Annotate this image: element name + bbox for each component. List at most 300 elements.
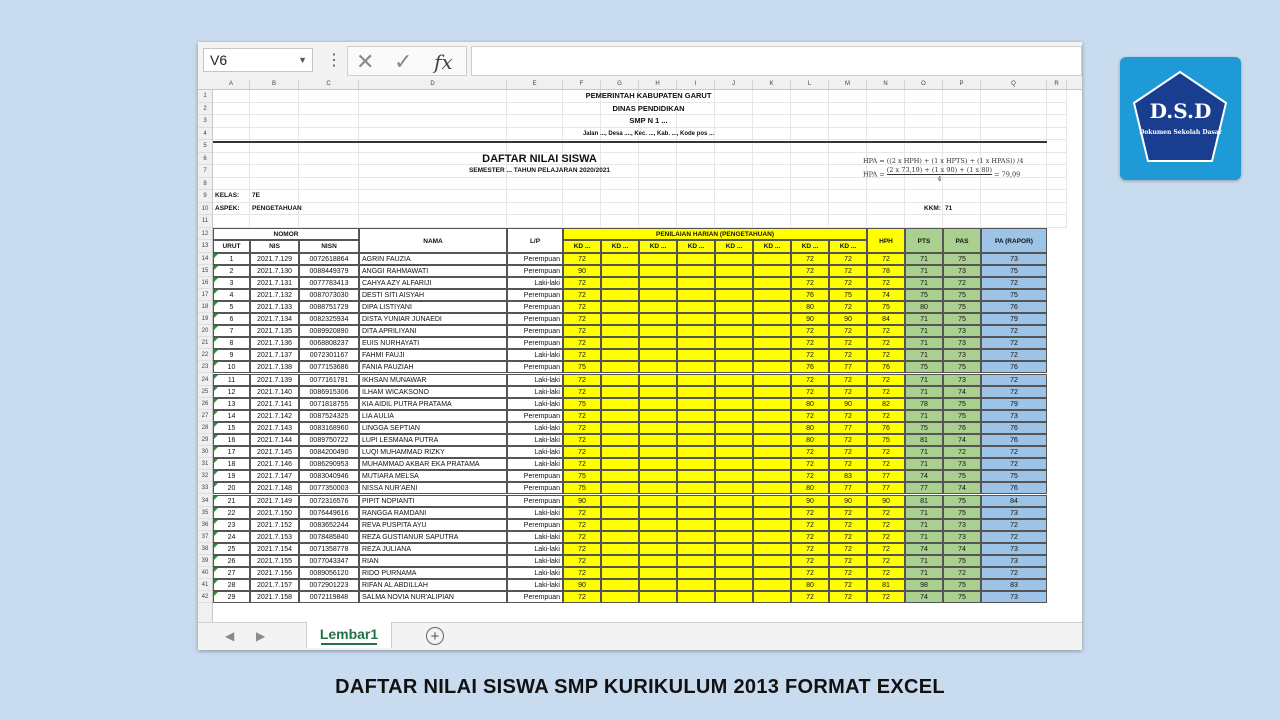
grid-cell[interactable] [563,203,601,216]
td-kd-empty[interactable] [601,374,639,386]
row-header-14[interactable]: 14 [198,253,212,265]
grid-cell[interactable] [601,203,639,216]
kkm-label[interactable]: KKM: [924,204,941,212]
td-kd-1[interactable]: 72 [563,543,601,555]
td-kd-empty[interactable] [639,337,677,349]
td-kd-7[interactable]: 76 [791,361,829,373]
td-hph[interactable]: 78 [867,265,905,277]
td-kd-empty[interactable] [715,470,753,482]
td-pa[interactable]: 72 [981,446,1047,458]
grid-cell[interactable] [905,215,943,228]
td-kd-8[interactable]: 83 [829,470,867,482]
grid-cell[interactable] [905,190,943,203]
td-kd-7[interactable]: 72 [791,519,829,531]
td-hph[interactable]: 90 [867,495,905,507]
td-pa[interactable]: 72 [981,349,1047,361]
td-kd-empty[interactable] [639,410,677,422]
td-kd-7[interactable]: 72 [791,337,829,349]
grid-cell[interactable] [791,190,829,203]
column-header-m[interactable]: M [829,80,867,89]
td-nama[interactable]: EUIS NURHAYATI [359,337,507,349]
td-nis[interactable]: 2021.7.150 [250,507,299,519]
grid-cell[interactable] [1047,128,1067,141]
grid-cell[interactable] [601,178,639,191]
td-hph[interactable]: 72 [867,446,905,458]
td-pas[interactable]: 75 [943,555,981,567]
td-kd-empty[interactable] [601,337,639,349]
td-lp[interactable]: Perempuan [507,253,563,265]
td-nisn[interactable]: 0082325934 [299,313,359,325]
grid-cell[interactable] [250,178,299,191]
td-lp[interactable]: Perempuan [507,361,563,373]
td-hph[interactable]: 72 [867,374,905,386]
th-nama[interactable]: NAMA [359,228,507,253]
td-urut[interactable]: 6 [213,313,250,325]
td-urut[interactable]: 8 [213,337,250,349]
td-kd-1[interactable]: 72 [563,410,601,422]
td-kd-8[interactable]: 90 [829,398,867,410]
td-kd-8[interactable]: 72 [829,507,867,519]
row-header-11[interactable]: 11 [198,215,212,228]
td-kd-empty[interactable] [601,591,639,603]
td-kd-empty[interactable] [677,591,715,603]
row-header-31[interactable]: 31 [198,458,212,470]
column-header-o[interactable]: O [905,80,943,89]
td-pas[interactable]: 73 [943,531,981,543]
td-nisn[interactable]: 0083040946 [299,470,359,482]
row-header-30[interactable]: 30 [198,446,212,458]
td-kd-empty[interactable] [677,289,715,301]
grid-cell[interactable] [1047,115,1067,128]
td-kd-7[interactable]: 80 [791,301,829,313]
td-kd-empty[interactable] [715,301,753,313]
td-pts[interactable]: 71 [905,337,943,349]
kelas-label[interactable]: KELAS: [215,192,240,199]
grid-cell[interactable] [829,153,867,166]
row-header-26[interactable]: 26 [198,398,212,410]
td-kd-empty[interactable] [639,482,677,494]
grid-cell[interactable] [213,153,250,166]
row-header-3[interactable]: 3 [198,115,212,128]
grid-cell[interactable] [507,215,563,228]
td-kd-empty[interactable] [753,398,791,410]
grid-cell[interactable] [563,215,601,228]
td-pas[interactable]: 75 [943,410,981,422]
td-nama[interactable]: DESTI SITI AISYAH [359,289,507,301]
td-kd-8[interactable]: 77 [829,482,867,494]
td-nisn[interactable]: 0072316576 [299,495,359,507]
row-header-13[interactable]: 13 [198,240,212,253]
td-kd-empty[interactable] [677,325,715,337]
td-kd-1[interactable]: 72 [563,446,601,458]
grid-cell[interactable] [563,178,601,191]
td-pa[interactable]: 75 [981,289,1047,301]
td-kd-empty[interactable] [753,579,791,591]
td-nis[interactable]: 2021.7.131 [250,277,299,289]
row-header-28[interactable]: 28 [198,422,212,434]
insert-function-icon[interactable]: fx [434,50,453,74]
td-urut[interactable]: 25 [213,543,250,555]
row-header-24[interactable]: 24 [198,374,212,386]
cell-area[interactable] [213,90,1082,622]
td-nis[interactable]: 2021.7.133 [250,301,299,313]
td-kd-empty[interactable] [715,337,753,349]
grid-cell[interactable] [943,190,981,203]
grid-cell[interactable] [829,165,867,178]
td-kd-7[interactable]: 80 [791,422,829,434]
td-pa[interactable]: 75 [981,265,1047,277]
row-header-16[interactable]: 16 [198,277,212,289]
grid-cell[interactable] [507,203,563,216]
td-nis[interactable]: 2021.7.136 [250,337,299,349]
td-pas[interactable]: 74 [943,434,981,446]
td-kd-empty[interactable] [677,337,715,349]
td-lp[interactable]: Laki-laki [507,349,563,361]
th-kd[interactable]: KD ... [601,240,639,253]
td-lp[interactable]: Perempuan [507,337,563,349]
td-lp[interactable]: Laki-laki [507,579,563,591]
column-header-i[interactable]: I [677,80,715,89]
td-pa[interactable]: 73 [981,410,1047,422]
td-nama[interactable]: LUQI MUHAMMAD RIZKY [359,446,507,458]
td-kd-empty[interactable] [677,265,715,277]
td-nisn[interactable]: 0076449616 [299,507,359,519]
td-kd-7[interactable]: 72 [791,531,829,543]
row-header-41[interactable]: 41 [198,579,212,591]
td-kd-empty[interactable] [715,361,753,373]
td-nama[interactable]: REVA PUSPITA AYU [359,519,507,531]
td-kd-empty[interactable] [601,446,639,458]
td-kd-empty[interactable] [639,567,677,579]
grid-cell[interactable] [677,215,715,228]
td-hph[interactable]: 75 [867,434,905,446]
grid-cell[interactable] [639,190,677,203]
td-kd-empty[interactable] [639,349,677,361]
td-nis[interactable]: 2021.7.135 [250,325,299,337]
td-urut[interactable]: 15 [213,422,250,434]
grid-cell[interactable] [753,215,791,228]
td-nis[interactable]: 2021.7.129 [250,253,299,265]
td-nis[interactable]: 2021.7.145 [250,446,299,458]
td-hph[interactable]: 72 [867,519,905,531]
row-header-19[interactable]: 19 [198,313,212,325]
td-kd-8[interactable]: 90 [829,313,867,325]
td-kd-empty[interactable] [601,422,639,434]
td-kd-7[interactable]: 72 [791,507,829,519]
td-nis[interactable]: 2021.7.155 [250,555,299,567]
kelas-value[interactable]: 7E [252,192,260,199]
td-kd-1[interactable]: 75 [563,470,601,482]
td-urut[interactable]: 28 [213,579,250,591]
th-lp[interactable]: L/P [507,228,563,253]
td-pts[interactable]: 74 [905,543,943,555]
td-kd-empty[interactable] [639,531,677,543]
th-nomor[interactable]: NOMOR [213,228,359,241]
td-pts[interactable]: 80 [905,301,943,313]
td-nisn[interactable]: 0068808237 [299,337,359,349]
td-nisn[interactable]: 0088751729 [299,301,359,313]
td-pa[interactable]: 84 [981,495,1047,507]
td-nisn[interactable]: 0089920890 [299,325,359,337]
td-kd-7[interactable]: 76 [791,289,829,301]
td-kd-empty[interactable] [639,398,677,410]
next-sheet-icon[interactable]: ▶ [256,629,266,643]
grid-cell[interactable] [639,178,677,191]
td-pts[interactable]: 98 [905,579,943,591]
td-kd-8[interactable]: 72 [829,446,867,458]
td-kd-empty[interactable] [753,301,791,313]
grid-cell[interactable] [981,190,1047,203]
td-hph[interactable]: 72 [867,567,905,579]
td-pas[interactable]: 76 [943,422,981,434]
td-pas[interactable]: 73 [943,337,981,349]
add-sheet-icon[interactable]: + [426,627,444,645]
td-urut[interactable]: 16 [213,434,250,446]
td-lp[interactable]: Perempuan [507,301,563,313]
td-pts[interactable]: 71 [905,458,943,470]
td-nisn[interactable]: 0087524325 [299,410,359,422]
td-kd-empty[interactable] [601,325,639,337]
td-nisn[interactable]: 0089056120 [299,567,359,579]
td-hph[interactable]: 72 [867,458,905,470]
td-urut[interactable]: 29 [213,591,250,603]
td-nis[interactable]: 2021.7.148 [250,482,299,494]
td-nis[interactable]: 2021.7.158 [250,591,299,603]
td-kd-1[interactable]: 72 [563,531,601,543]
td-nisn[interactable]: 0072301167 [299,349,359,361]
row-header-20[interactable]: 20 [198,325,212,337]
td-kd-empty[interactable] [753,265,791,277]
td-kd-empty[interactable] [601,519,639,531]
td-hph[interactable]: 72 [867,337,905,349]
td-pts[interactable]: 71 [905,265,943,277]
td-pts[interactable]: 77 [905,482,943,494]
name-box[interactable] [203,48,313,72]
td-kd-empty[interactable] [601,495,639,507]
td-kd-empty[interactable] [601,567,639,579]
td-kd-8[interactable]: 72 [829,325,867,337]
column-header-j[interactable]: J [715,80,753,89]
column-header-a[interactable]: A [213,80,250,89]
td-pts[interactable]: 71 [905,349,943,361]
td-kd-7[interactable]: 72 [791,349,829,361]
grid-cell[interactable] [213,128,250,141]
header-line-1[interactable]: PEMERINTAH KABUPATEN GARUT [585,91,712,100]
row-header-6[interactable]: 6 [198,153,212,166]
td-kd-1[interactable]: 72 [563,555,601,567]
th-urut[interactable]: URUT [213,240,250,253]
column-header-k[interactable]: K [753,80,791,89]
td-kd-empty[interactable] [715,507,753,519]
td-hph[interactable]: 72 [867,507,905,519]
td-pa[interactable]: 72 [981,531,1047,543]
grid-cell[interactable] [359,178,507,191]
td-hph[interactable]: 81 [867,579,905,591]
row-header-5[interactable]: 5 [198,140,212,153]
td-kd-empty[interactable] [601,398,639,410]
th-kd[interactable]: KD ... [791,240,829,253]
td-nisn[interactable]: 0084200490 [299,446,359,458]
grid-cell[interactable] [791,215,829,228]
td-lp[interactable]: Perempuan [507,495,563,507]
column-header-r[interactable]: R [1047,80,1067,89]
td-kd-7[interactable]: 72 [791,470,829,482]
td-kd-empty[interactable] [677,410,715,422]
td-lp[interactable]: Laki-laki [507,398,563,410]
grid-cell[interactable] [715,178,753,191]
td-hph[interactable]: 76 [867,422,905,434]
td-kd-empty[interactable] [677,543,715,555]
chevron-down-icon[interactable]: ▼ [298,55,307,65]
grid-cell[interactable] [753,203,791,216]
grid-cell[interactable] [601,215,639,228]
td-pa[interactable]: 79 [981,313,1047,325]
td-nis[interactable]: 2021.7.156 [250,567,299,579]
td-pts[interactable]: 78 [905,398,943,410]
td-hph[interactable]: 77 [867,482,905,494]
td-kd-1[interactable]: 90 [563,495,601,507]
td-pa[interactable]: 72 [981,386,1047,398]
td-pa[interactable]: 76 [981,422,1047,434]
td-kd-empty[interactable] [753,482,791,494]
td-kd-1[interactable]: 72 [563,374,601,386]
td-urut[interactable]: 2 [213,265,250,277]
td-kd-empty[interactable] [715,458,753,470]
grid-cell[interactable] [829,178,867,191]
td-kd-1[interactable]: 72 [563,507,601,519]
row-header-36[interactable]: 36 [198,519,212,531]
td-kd-empty[interactable] [601,253,639,265]
td-pa[interactable]: 72 [981,519,1047,531]
td-nisn[interactable]: 0086290953 [299,458,359,470]
row-header-29[interactable]: 29 [198,434,212,446]
sheet-title[interactable]: DAFTAR NILAI SISWA [482,152,597,165]
td-kd-empty[interactable] [753,325,791,337]
td-kd-empty[interactable] [677,555,715,567]
row-header-18[interactable]: 18 [198,301,212,313]
td-nis[interactable]: 2021.7.132 [250,289,299,301]
td-pts[interactable]: 71 [905,410,943,422]
td-kd-empty[interactable] [639,446,677,458]
grid-cell[interactable] [213,215,250,228]
td-nisn[interactable]: 0072901223 [299,579,359,591]
td-hph[interactable]: 75 [867,301,905,313]
td-kd-empty[interactable] [601,470,639,482]
grid-cell[interactable] [1047,103,1067,116]
td-kd-8[interactable]: 72 [829,410,867,422]
td-kd-1[interactable]: 72 [563,519,601,531]
grid-cell[interactable] [1047,140,1067,153]
td-kd-empty[interactable] [639,265,677,277]
grid-cell[interactable] [359,215,507,228]
td-kd-1[interactable]: 75 [563,361,601,373]
td-lp[interactable]: Perempuan [507,289,563,301]
td-urut[interactable]: 20 [213,482,250,494]
grid-cell[interactable] [1047,190,1067,203]
td-urut[interactable]: 10 [213,361,250,373]
th-kd[interactable]: KD ... [715,240,753,253]
td-kd-1[interactable]: 72 [563,289,601,301]
td-kd-empty[interactable] [715,531,753,543]
grid-cell[interactable] [791,178,829,191]
grid-cell[interactable] [299,178,359,191]
td-urut[interactable]: 22 [213,507,250,519]
td-kd-7[interactable]: 80 [791,482,829,494]
grid-cell[interactable] [1047,178,1067,191]
td-kd-empty[interactable] [715,313,753,325]
td-kd-empty[interactable] [715,374,753,386]
td-urut[interactable]: 27 [213,567,250,579]
td-kd-1[interactable]: 72 [563,458,601,470]
worksheet-grid[interactable] [198,80,1082,622]
td-kd-empty[interactable] [715,555,753,567]
td-kd-1[interactable]: 75 [563,398,601,410]
td-lp[interactable]: Laki-laki [507,531,563,543]
grid-cell[interactable] [981,203,1047,216]
td-kd-1[interactable]: 72 [563,591,601,603]
td-kd-7[interactable]: 80 [791,398,829,410]
td-kd-empty[interactable] [601,301,639,313]
td-pts[interactable]: 71 [905,446,943,458]
column-header-n[interactable]: N [867,80,905,89]
td-pts[interactable]: 71 [905,567,943,579]
td-lp[interactable]: Laki-laki [507,555,563,567]
grid-cell[interactable] [213,115,250,128]
td-kd-empty[interactable] [677,519,715,531]
td-kd-7[interactable]: 80 [791,434,829,446]
header-line-2[interactable]: DINAS PENDIDIKAN [612,103,685,113]
td-pas[interactable]: 75 [943,507,981,519]
td-kd-7[interactable]: 72 [791,591,829,603]
td-pts[interactable]: 75 [905,422,943,434]
td-kd-empty[interactable] [601,482,639,494]
td-lp[interactable]: Laki-laki [507,434,563,446]
td-nama[interactable]: RIDO PURNAMA [359,567,507,579]
td-pts[interactable]: 71 [905,253,943,265]
grid-cell[interactable] [507,178,563,191]
td-pa[interactable]: 72 [981,458,1047,470]
td-kd-empty[interactable] [753,507,791,519]
td-kd-empty[interactable] [753,543,791,555]
td-hph[interactable]: 72 [867,410,905,422]
more-options-icon[interactable]: ⋮ [326,52,342,69]
td-kd-empty[interactable] [753,253,791,265]
td-urut[interactable]: 3 [213,277,250,289]
row-header-7[interactable]: 7 [198,165,212,178]
td-lp[interactable]: Laki-laki [507,422,563,434]
td-kd-empty[interactable] [715,482,753,494]
td-kd-8[interactable]: 72 [829,519,867,531]
td-nisn[interactable]: 0077161781 [299,374,359,386]
sheet-tab-lembar1[interactable] [306,622,392,648]
td-nama[interactable]: REZA GUSTIANUR SAPUTRA [359,531,507,543]
td-nisn[interactable]: 0089750722 [299,434,359,446]
td-kd-8[interactable]: 72 [829,579,867,591]
td-lp[interactable]: Laki-laki [507,446,563,458]
td-kd-empty[interactable] [601,458,639,470]
grid-cell[interactable] [1047,153,1067,166]
grid-cell[interactable] [791,203,829,216]
td-kd-7[interactable]: 72 [791,458,829,470]
row-header-34[interactable]: 34 [198,495,212,507]
grid-cell[interactable] [753,190,791,203]
td-kd-empty[interactable] [715,543,753,555]
td-nis[interactable]: 2021.7.134 [250,313,299,325]
td-hph[interactable]: 74 [867,289,905,301]
td-nis[interactable]: 2021.7.157 [250,579,299,591]
td-pas[interactable]: 75 [943,398,981,410]
td-kd-empty[interactable] [639,507,677,519]
